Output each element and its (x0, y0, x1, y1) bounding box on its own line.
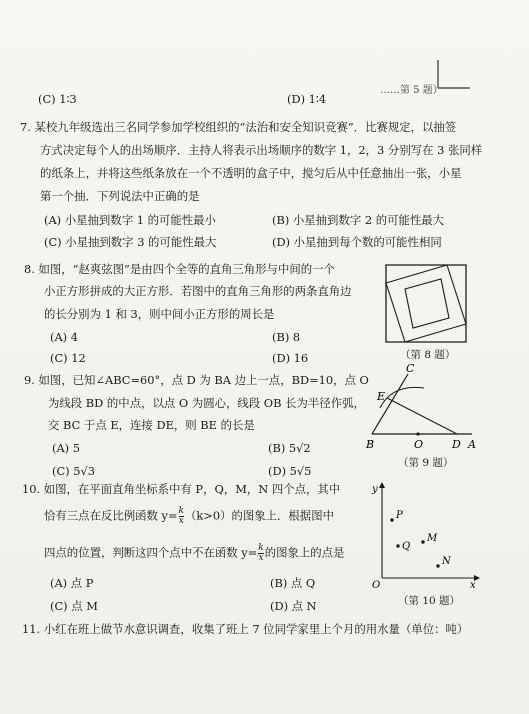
q9-option-b: (B) 5√2 (268, 441, 311, 455)
q10-line-1: 10. 如图，在平面直角坐标系中有 P，Q，M，N 四个点，其中 (22, 482, 341, 496)
q10-option-b: (B) 点 Q (270, 576, 316, 590)
q8-line-1: 8. 如图，“赵爽弦图”是由四个全等的直角三角形与中间的一个 (24, 262, 335, 276)
q9-line-3: 交 BC 于点 E，连接 DE，则 BE 的长是 (48, 418, 255, 432)
q10-label-y: y (372, 484, 378, 495)
q10-label-m: M (427, 533, 438, 544)
q6-option-c: (C) 1∶3 (38, 92, 77, 106)
q10-label-x: x (470, 580, 476, 590)
q7-option-a: (A) 小星抽到数字 1 的可能性最小 (44, 213, 216, 227)
q7-option-b: (B) 小星抽到数字 2 的可能性最大 (272, 213, 445, 227)
q9-label-d: D (452, 438, 461, 451)
q9-option-d: (D) 5√5 (268, 464, 312, 478)
q9-line-1: 9. 如图，已知∠ABC=60°，点 D 为 BA 边上一点，BD=10，点 O (24, 373, 369, 387)
q10-line-3: 四点的位置，判断这四个点中不在函数 y= $\frac{k}{x}$ 的图象上的点是 (44, 543, 345, 563)
q9-label-b: B (366, 438, 375, 451)
q10-caption: （第 10 题） (398, 595, 461, 607)
q10-fraction-1: $\frac{k}{x}$ (178, 506, 184, 526)
q9-option-a: (A) 5 (52, 441, 80, 455)
q8-line-3: 的长分别为 1 和 3，则中间小正方形的周长是 (44, 307, 275, 321)
q7-option-c: (C) 小星抽到数字 3 的可能性最大 (44, 235, 217, 249)
q10-option-d: (D) 点 N (270, 599, 317, 613)
q9-option-c: (C) 5√3 (52, 464, 95, 478)
q10-option-a: (A) 点 P (50, 576, 94, 590)
q7-line-3: 的纸条上，并将这些纸条放在一个不透明的盒子中，搅匀后从中任意抽出一张，小星 (40, 166, 462, 180)
q10-option-c: (C) 点 M (50, 599, 98, 613)
q7-line-2: 方式决定每个人的出场顺序．主持人将表示出场顺序的数字 1，2，3 分别写在 3 张同样 (40, 143, 483, 157)
q7-line-1: 7. 某校九年级选出三名同学参加学校组织的“法治和安全知识竞赛”．比赛规定，以抽签 (20, 120, 457, 134)
q10-figure-coordinate (370, 480, 480, 590)
q10-label-origin: O (372, 580, 381, 590)
q6-option-d: (D) 1∶4 (287, 92, 327, 106)
q11-line-1: 11. 小红在班上做节水意识调查，收集了班上 7 位同学家里上个月的用水量（单位：吨） (22, 622, 469, 636)
corner-caption: ……第 5 题） (380, 85, 443, 96)
q9-figure-triangle (362, 362, 482, 454)
q9-label-o: O (414, 438, 424, 451)
q8-figure-zhaoshuang (383, 262, 473, 346)
q8-option-c: (C) 12 (50, 351, 86, 365)
q9-line-2: 为线段 BD 的中点，以点 O 为圆心，线段 OB 长为半径作弧， (48, 396, 365, 410)
q9-caption: （第 9 题） (398, 457, 454, 469)
q10-fraction-2: $\frac{k}{x}$ (258, 543, 264, 563)
q9-label-e: E (377, 390, 386, 403)
q10-label-q: Q (402, 541, 411, 552)
q8-option-d: (D) 16 (272, 351, 309, 365)
corner-mark (430, 60, 490, 100)
q7-option-d: (D) 小星抽到每个数的可能性相同 (272, 235, 442, 249)
q10-label-p: P (396, 510, 403, 521)
q8-line-2: 小正方形拼成的大正方形．若图中的直角三角形的两条直角边 (44, 284, 352, 298)
q7-line-4: 第一个抽．下列说法中正确的是 (40, 189, 200, 203)
q8-caption: （第 8 题） (400, 349, 456, 361)
q8-option-a: (A) 4 (50, 330, 78, 344)
q10-line-2: 恰有三点在反比例函数 y= $\frac{k}{x}$ （k>0）的图象上．根据图中 (44, 506, 334, 526)
q8-option-b: (B) 8 (272, 330, 301, 344)
q10-label-n: N (442, 556, 451, 567)
q9-label-c: C (406, 362, 415, 375)
q9-label-a: A (468, 438, 476, 451)
